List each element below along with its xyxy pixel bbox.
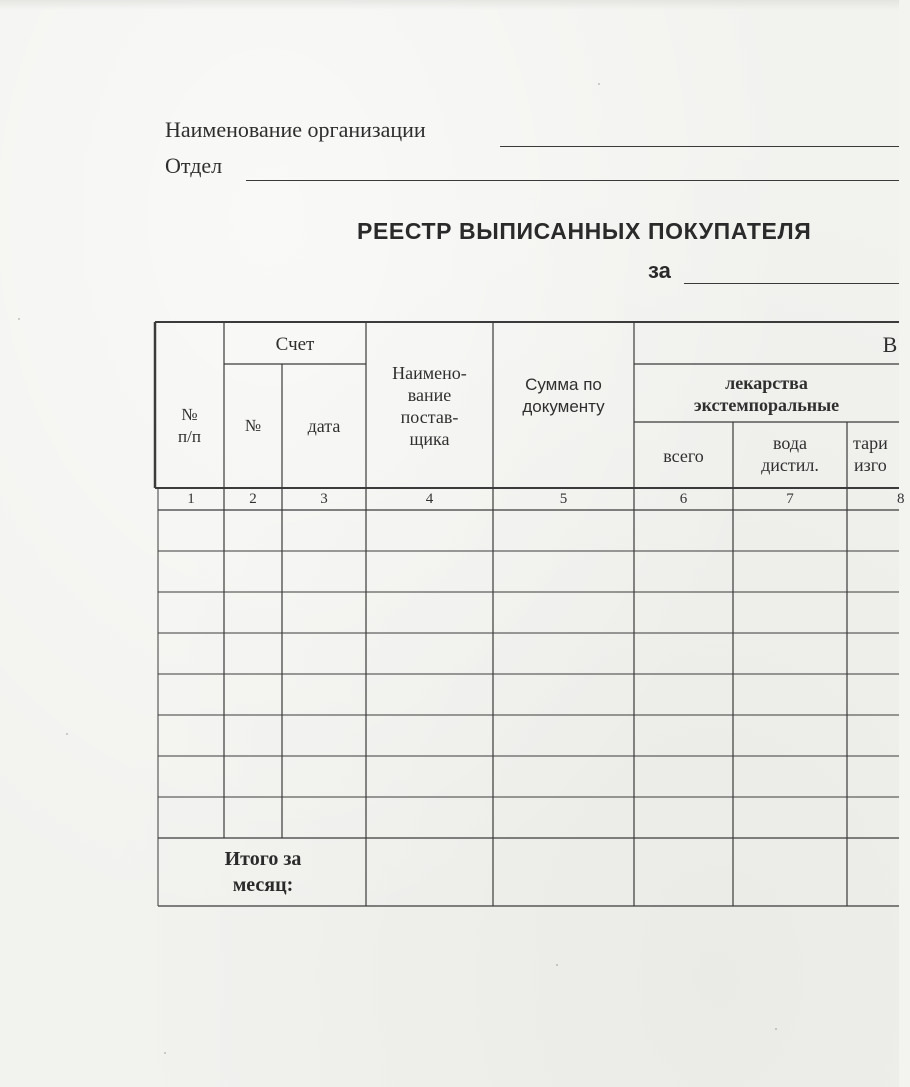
header-num-pp: № п/п xyxy=(178,405,201,446)
scan-speck xyxy=(775,1028,777,1030)
column-number-8: 8 xyxy=(897,491,905,507)
header-distilled-water: вода дистил. xyxy=(761,433,819,475)
header-supplier-name: Наимено- вание постав- щика xyxy=(392,363,467,449)
scan-speck xyxy=(556,964,558,966)
header-invoice-number: № xyxy=(244,416,262,435)
department-label: Отдел xyxy=(165,153,223,178)
header-invoice-group: Счет xyxy=(275,334,315,355)
table-row[interactable] xyxy=(158,510,899,551)
table-row[interactable] xyxy=(158,551,899,592)
header-total-all: всего xyxy=(663,446,704,466)
scan-speck xyxy=(598,83,600,85)
table-row[interactable] xyxy=(158,592,899,633)
table-row[interactable] xyxy=(158,633,899,674)
period-label: за xyxy=(648,258,671,283)
table-row[interactable] xyxy=(158,715,899,756)
header-col8-partial: тари изго xyxy=(853,433,888,475)
scan-speck xyxy=(66,733,68,735)
document-title: РЕЕСТР ВЫПИСАННЫХ ПОКУПАТЕЛЯ xyxy=(357,218,812,244)
header-invoice-date: дата xyxy=(307,416,341,436)
table-row[interactable] xyxy=(158,756,899,797)
column-number-6: 6 xyxy=(679,491,688,507)
total-row-label: Итого за месяц: xyxy=(224,848,302,896)
column-number-3: 3 xyxy=(320,491,328,507)
column-number-7: 7 xyxy=(786,491,794,507)
organization-label: Наименование организации xyxy=(165,117,426,142)
table-row[interactable] xyxy=(158,674,899,715)
column-number-5: 5 xyxy=(559,491,568,507)
column-number-1: 1 xyxy=(187,491,195,507)
column-number-4: 4 xyxy=(425,491,434,507)
scan-speck xyxy=(164,1052,166,1054)
column-number-2: 2 xyxy=(249,491,257,507)
total-row[interactable] xyxy=(366,838,899,906)
scan-speck xyxy=(18,318,20,320)
header-document-sum: Сумма по документу xyxy=(522,375,605,416)
header-extemporaneous-drugs: лекарства экстемпоральные xyxy=(693,373,840,415)
table-row[interactable] xyxy=(158,797,899,838)
header-group-partial: В xyxy=(882,332,898,357)
